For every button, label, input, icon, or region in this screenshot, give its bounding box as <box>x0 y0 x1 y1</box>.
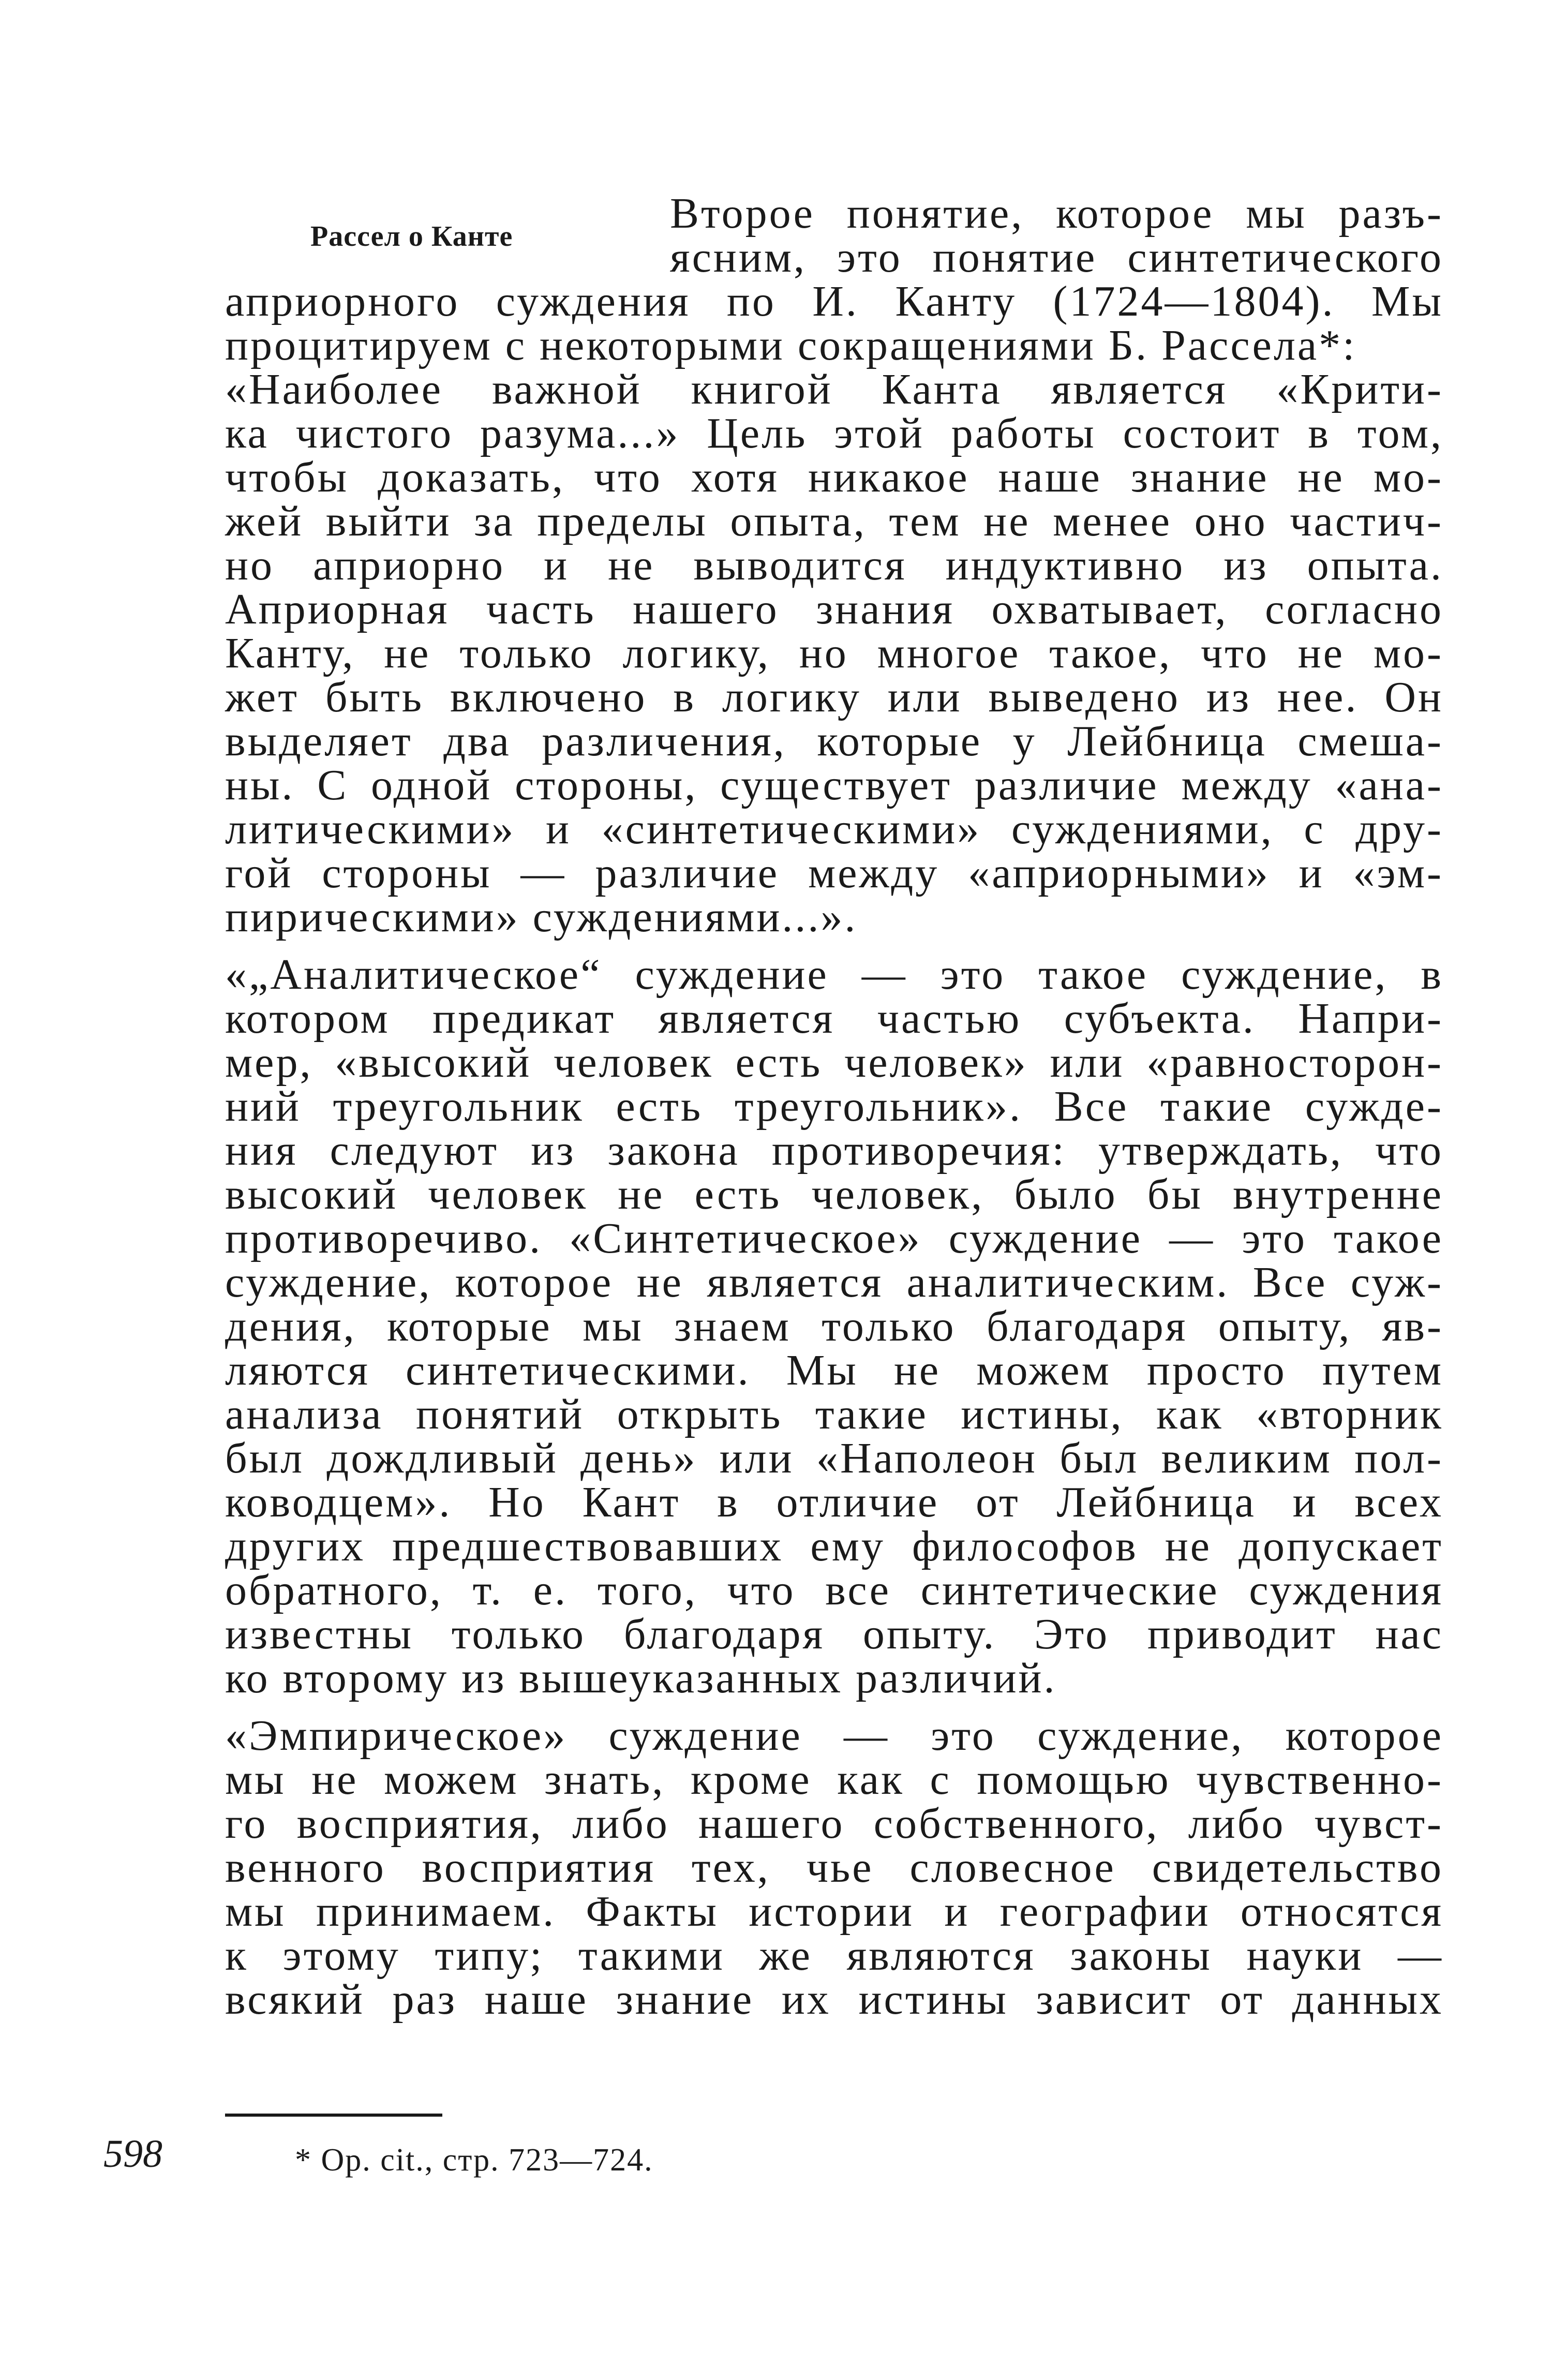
text-line: пирическими» суждениями...». <box>225 893 858 941</box>
text-line: ководцем». Но Кант в отличие от Лейбница и всех <box>225 1478 1443 1526</box>
text-line: ка чистого разума...» Цель этой работы состоит в том, <box>225 409 1443 457</box>
footnote-divider <box>225 2114 442 2117</box>
text-line: мы принимаем. Факты истории и географии относятся <box>225 1887 1443 1936</box>
text-line: гой стороны — различие между «априорными» и «эм- <box>225 849 1443 897</box>
text-line: анализа понятий открыть такие истины, как «вторник <box>225 1390 1443 1438</box>
text-line: ний треугольник есть треугольник». Все такие сужде- <box>225 1082 1443 1130</box>
text-line: высокий человек не есть человек, было бы внутренне <box>225 1170 1443 1218</box>
main-text <box>225 189 1443 2024</box>
text-line: котором предикат является частью субъекта. Напри- <box>225 994 1443 1043</box>
text-line: ны. С одной стороны, существует различие между «ана- <box>225 761 1443 809</box>
text-line: литическими» и «синтетическими» суждениями, с дру- <box>225 805 1443 853</box>
text-line: дения, которые мы знаем только благодаря опыту, яв- <box>225 1302 1443 1350</box>
text-line: априорного суждения по И. Канту (1724—1804). Мы <box>225 277 1443 325</box>
text-line: к этому типу; такими же являются законы науки — <box>225 1931 1443 1980</box>
text-line: обратного, т. е. того, что все синтетические суждения <box>225 1566 1443 1614</box>
text-line: жей выйти за пределы опыта, тем не менее оно частич- <box>225 497 1443 545</box>
text-line: ясним, это понятие синтетического <box>670 233 1443 281</box>
text-line: мы не можем знать, кроме как с помощью чувственно- <box>225 1756 1443 1804</box>
text-line: Канту, не только логику, но многое такое, что не мо- <box>225 629 1443 677</box>
text-line: «Наиболее важной книгой Канта является «Крити- <box>225 365 1443 413</box>
footnote: * Op. cit., стр. 723—724. <box>295 2143 653 2178</box>
text-line: известны только благодаря опыту. Это приводит нас <box>225 1610 1443 1658</box>
text-line: ко второму из вышеуказанных различий. <box>225 1654 1057 1702</box>
text-line: «Эмпирическое» суждение — это суждение, которое <box>225 1712 1443 1760</box>
margin-heading: Рассел о Канте <box>310 220 513 252</box>
text-line: Априорная часть нашего знания охватывает, согласно <box>225 585 1443 633</box>
text-line: противоречиво. «Синтетическое» суждение — это такое <box>225 1214 1443 1262</box>
page-number: 598 <box>103 2132 162 2176</box>
text-line: Второе понятие, которое мы разъ- <box>670 189 1443 237</box>
text-line: ния следуют из закона противоречия: утверждать, что <box>225 1126 1443 1174</box>
text-line: других предшествовавших ему философов не допускает <box>225 1522 1443 1570</box>
text-line: мер, «высокий человек есть человек» или «равносторон- <box>225 1038 1443 1087</box>
text-line: «„Аналитическое“ суждение — это такое суждение, в <box>225 950 1443 999</box>
text-line: суждение, которое не является аналитическим. Все суж- <box>225 1258 1443 1306</box>
text-line: ляются синтетическими. Мы не можем просто путем <box>225 1346 1443 1394</box>
text-line: выделяет два различения, которые у Лейбница смеша- <box>225 717 1443 765</box>
text-line: всякий раз наше знание их истины зависит от данных <box>225 1975 1443 2024</box>
text-line: но априорно и не выводится индуктивно из опыта. <box>225 541 1443 589</box>
text-line: го восприятия, либо нашего собственного, либо чувст- <box>225 1799 1443 1848</box>
text-line: жет быть включено в логику или выведено из нее. Он <box>225 673 1443 721</box>
text-line: был дождливый день» или «Наполеон был великим пол- <box>225 1434 1443 1482</box>
text-line: процитируем с некоторыми сокращениями Б. Рассела*: <box>225 321 1357 369</box>
text-line: венного восприятия тех, чье словесное свидетельство <box>225 1843 1443 1892</box>
text-line: чтобы доказать, что хотя никакое наше знание не мо- <box>225 453 1443 501</box>
